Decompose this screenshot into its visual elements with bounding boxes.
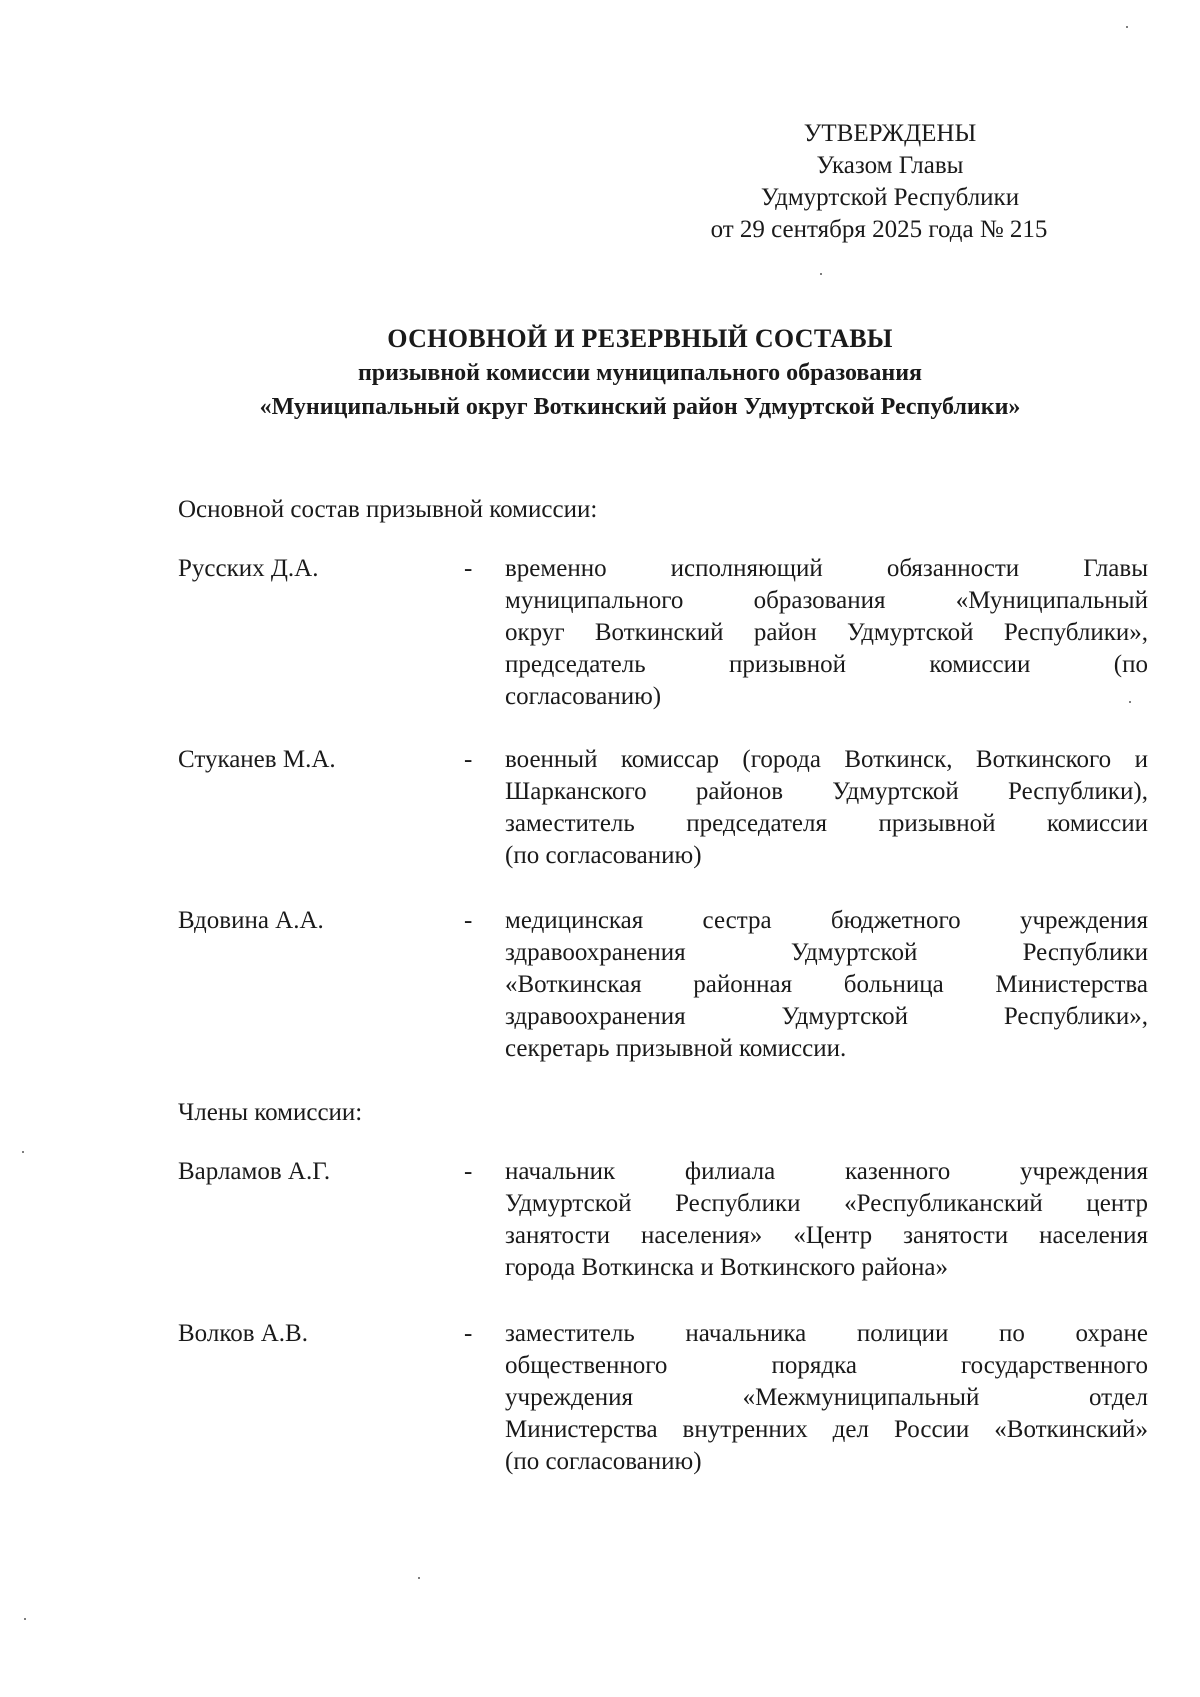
description-word: филиала xyxy=(684,1158,776,1185)
description-word: по xyxy=(999,1320,1025,1347)
description-word: «Воткинская xyxy=(505,971,642,998)
entry-dash: - xyxy=(464,1158,473,1185)
description-line xyxy=(505,1414,1148,1446)
description-word: Удмуртской xyxy=(832,778,959,805)
entry-description xyxy=(505,905,1148,1065)
description-line xyxy=(505,776,1148,808)
description-word: (города xyxy=(742,746,821,773)
scan-speck xyxy=(1129,701,1131,703)
entry-name: Русских Д.А. xyxy=(178,555,319,582)
description-word: муниципального xyxy=(505,587,684,614)
description-word: призывной xyxy=(878,810,996,837)
description-line: (по согласованию) xyxy=(505,842,702,869)
description-word: Республики», xyxy=(1003,1003,1148,1030)
entry-description xyxy=(505,1156,1148,1284)
description-word: районная xyxy=(693,971,793,998)
description-line xyxy=(505,1188,1148,1220)
description-line xyxy=(505,969,1148,1001)
approval-heading: УТВЕРЖДЕНЫ xyxy=(803,120,977,147)
members-label: Члены комиссии: xyxy=(178,1099,363,1126)
description-word: медицинская xyxy=(505,907,644,934)
description-word: Республики», xyxy=(1003,619,1148,646)
description-line xyxy=(505,1318,1148,1350)
description-word: занятости xyxy=(903,1222,1009,1249)
description-word: комиссии xyxy=(929,651,1031,678)
description-word: России xyxy=(893,1416,970,1443)
description-word: полиции xyxy=(856,1320,949,1347)
description-line xyxy=(505,1350,1148,1382)
description-word: Удмуртской xyxy=(505,1190,632,1217)
description-line xyxy=(505,1382,1148,1414)
description-line xyxy=(505,585,1148,617)
description-word: Главы xyxy=(1083,555,1148,582)
scan-speck xyxy=(820,273,822,275)
description-line xyxy=(505,905,1148,937)
approval-republic: Удмуртской Республики xyxy=(760,184,1020,211)
description-word: начальника xyxy=(685,1320,807,1347)
description-word: Республики), xyxy=(1008,778,1148,805)
description-word: населения» xyxy=(641,1222,763,1249)
description-word: Министерства xyxy=(505,1416,658,1443)
description-word: комиссар xyxy=(620,746,720,773)
description-word: и xyxy=(1134,746,1148,773)
description-line xyxy=(505,1156,1148,1188)
description-word: бюджетного xyxy=(830,907,961,934)
description-word: Воткинск, xyxy=(844,746,953,773)
description-word: «Воткинский» xyxy=(994,1416,1148,1443)
description-word: комиссии xyxy=(1046,810,1148,837)
description-line xyxy=(505,808,1148,840)
description-line xyxy=(505,649,1148,681)
description-word: больница xyxy=(843,971,944,998)
description-word: «Центр xyxy=(793,1222,873,1249)
description-word: центр xyxy=(1086,1190,1148,1217)
description-word: исполняющий xyxy=(670,555,823,582)
entry-name: Вдовина А.А. xyxy=(178,907,324,934)
description-word: внутренних xyxy=(682,1416,808,1443)
description-word: председатель xyxy=(505,651,646,678)
description-word: Республики xyxy=(675,1190,801,1217)
description-line xyxy=(505,1001,1148,1033)
description-line xyxy=(505,617,1148,649)
description-line xyxy=(505,1220,1148,1252)
description-word: округ xyxy=(505,619,565,646)
scan-speck xyxy=(1126,26,1128,28)
scan-speck xyxy=(24,1618,26,1620)
description-word: порядка xyxy=(771,1352,857,1379)
main-composition-label: Основной состав призывной комиссии: xyxy=(178,496,598,523)
description-word: Республики xyxy=(1022,939,1148,966)
description-word: учреждения xyxy=(1019,907,1148,934)
description-line: (по согласованию) xyxy=(505,1448,702,1475)
description-word: населения xyxy=(1039,1222,1148,1249)
description-word: охране xyxy=(1075,1320,1148,1347)
description-word: временно xyxy=(505,555,607,582)
entry-description xyxy=(505,744,1148,872)
approval-block xyxy=(690,118,1090,246)
title-line-3: «Муниципальный округ Воткинский район Удмуртской Республики» xyxy=(259,394,1021,420)
description-word: учреждения xyxy=(1019,1158,1148,1185)
description-word: сестра xyxy=(702,907,772,934)
description-word: «Республиканский xyxy=(844,1190,1043,1217)
title-line-1: ОСНОВНОЙ И РЕЗЕРВНЫЙ СОСТАВЫ xyxy=(387,324,893,353)
entry-name: Варламов А.Г. xyxy=(178,1158,331,1185)
description-word: заместитель xyxy=(505,1320,635,1347)
description-word: Удмуртской xyxy=(781,1003,908,1030)
description-word: призывной xyxy=(728,651,846,678)
description-line xyxy=(505,553,1148,585)
description-word: заместитель xyxy=(505,810,635,837)
description-line xyxy=(505,937,1148,969)
scan-speck xyxy=(22,1151,24,1153)
description-word: занятости xyxy=(505,1222,610,1249)
description-word: общественного xyxy=(505,1352,668,1379)
description-line: согласованию) xyxy=(505,683,662,710)
description-word: казенного xyxy=(844,1158,951,1185)
description-word: Удмуртской xyxy=(847,619,974,646)
description-word: «Межмуниципальный xyxy=(742,1384,980,1411)
entry-description xyxy=(505,553,1148,713)
title-line-2: призывной комиссии муниципального образования xyxy=(357,360,923,386)
description-line: секретарь призывной комиссии. xyxy=(505,1035,847,1062)
description-word: учреждения xyxy=(505,1384,634,1411)
entry-name: Волков А.В. xyxy=(178,1320,308,1347)
description-word: председателя xyxy=(686,810,827,837)
approval-date-number: от 29 сентября 2025 года № 215 xyxy=(710,216,1048,243)
description-word: здравоохранения xyxy=(505,939,686,966)
description-word: Воткинского xyxy=(975,746,1112,773)
entry-dash: - xyxy=(464,746,473,773)
description-word: районов xyxy=(695,778,784,805)
entry-description xyxy=(505,1318,1148,1478)
description-word: отдел xyxy=(1088,1384,1148,1411)
description-word: район xyxy=(753,619,817,646)
description-word: здравоохранения xyxy=(505,1003,686,1030)
description-word: военный xyxy=(505,746,598,773)
scan-speck xyxy=(418,1577,420,1579)
description-word: Удмуртской xyxy=(790,939,918,966)
description-word: Шарканского xyxy=(505,778,647,805)
description-word: Воткинский xyxy=(594,619,724,646)
entry-dash: - xyxy=(464,1320,473,1347)
description-word: (по xyxy=(1113,651,1148,678)
description-word: государственного xyxy=(961,1352,1148,1379)
entry-dash: - xyxy=(464,555,473,582)
approval-decree: Указом Главы xyxy=(816,152,964,179)
description-word: «Муниципальный xyxy=(955,587,1148,614)
description-word: Министерства xyxy=(995,971,1148,998)
entry-name: Стуканев М.А. xyxy=(178,746,336,773)
description-word: обязанности xyxy=(886,555,1020,582)
description-word: начальник xyxy=(505,1158,616,1185)
document-title xyxy=(150,322,1130,424)
description-line: города Воткинска и Воткинского района» xyxy=(505,1254,948,1281)
description-line xyxy=(505,744,1148,776)
entry-dash: - xyxy=(464,907,473,934)
description-word: образования xyxy=(753,587,886,614)
description-word: дел xyxy=(832,1416,869,1443)
